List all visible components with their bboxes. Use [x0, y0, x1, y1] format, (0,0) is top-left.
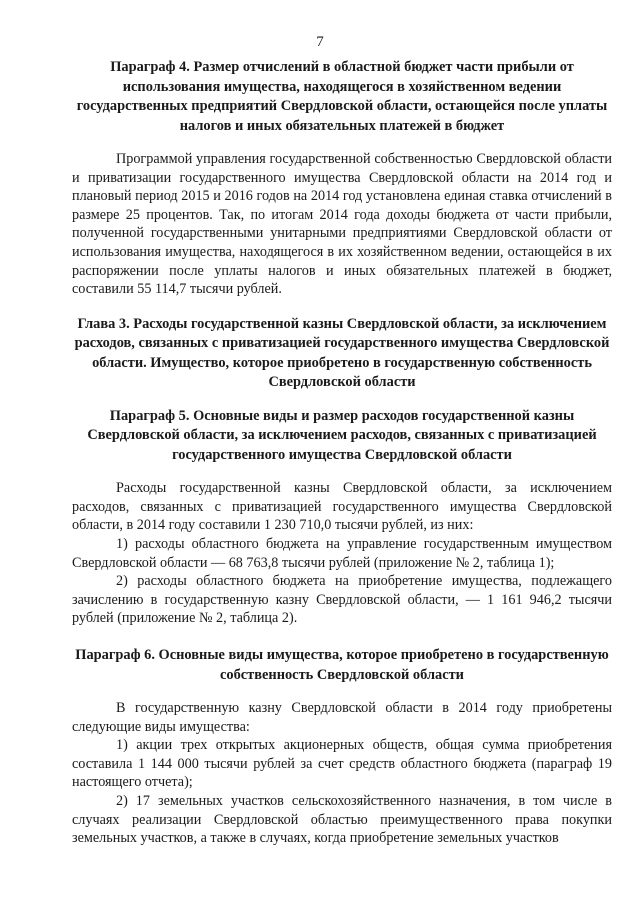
paragraph-6-item-1: 1) акции трех открытых акционерных обществ, общая сумма приобретения составила 1 144 000 тысячи рублей за счет средств областного бюджета (параграф 19 настоящего отчета);	[72, 737, 612, 791]
paragraph-5-item-2: 2) расходы областного бюджета на приобретение имущества, подлежащего зачислению в государственную казну Свердловской области, — 1 161 946,2 тысячи рублей (приложение № 2, таблица 2).	[72, 573, 612, 627]
paragraph-6-heading: Параграф 6. Основные виды имущества, которое приобретено в государственную собственность Свердловской области	[75, 647, 609, 683]
paragraph-4-heading: Параграф 4. Размер отчислений в областной бюджет части прибыли от использования имущества, находящегося в хозяйственном ведении государственных предприятий Свердловской области, остающейся после уплаты налогов и иных обязательных платежей в бюджет	[76, 59, 608, 134]
paragraph-5-heading: Параграф 5. Основные виды и размер расходов государственной казны Свердловской области, за исключением расходов, связанных с приватизацией государственного имущества Свердловской области	[87, 407, 597, 463]
chapter-3-heading: Глава 3. Расходы государственной казны Свердловской области, за исключением расходов, связанных с приватизацией государственного имущества Свердловской области. Имущество, которое приобретено в государственную собственность Свердловской области	[74, 315, 610, 391]
paragraph-4-text: Программой управления государственной собственностью Свердловской области и приватизации государственного имущества Свердловской области на 2014 год и плановый период 2015 и 2016 годов на 2014 год установлена единая ставка отчислений в размере 25 процентов. Так, по итогам 2014 года доходы бюджета от части прибыли, полученной государственными унитарными предприятиями Свердловской области от использования имущества, находящегося в их хозяйственном ведении, остающейся в их распоряжении после уплаты налогов и иных обязательных платежей в бюджет, составили 55 114,7 тысячи рублей.	[72, 151, 612, 298]
document-body	[72, 58, 612, 848]
page-number: 7	[316, 34, 324, 50]
paragraph-5-item-1: 1) расходы областного бюджета на управление государственным имуществом Свердловской области — 68 763,8 тысячи рублей (приложение № 2, таблица 1);	[72, 536, 612, 571]
paragraph-6-item-2: 2) 17 земельных участков сельскохозяйственного назначения, в том числе в случаях реализации Свердловской областью преимущественного права покупки земельных участков, а также в случаях, когда приобретение земельных участков	[72, 792, 612, 847]
paragraph-5-text-intro: Расходы государственной казны Свердловской области, за исключением расходов, связанных с приватизацией государственного имущества Свердловской области, в 2014 году составили 1 230 710,0 тысячи рублей, из них:	[72, 480, 612, 534]
paragraph-6-text-intro: В государственную казну Свердловской области в 2014 году приобретены следующие виды имущества:	[72, 700, 612, 735]
